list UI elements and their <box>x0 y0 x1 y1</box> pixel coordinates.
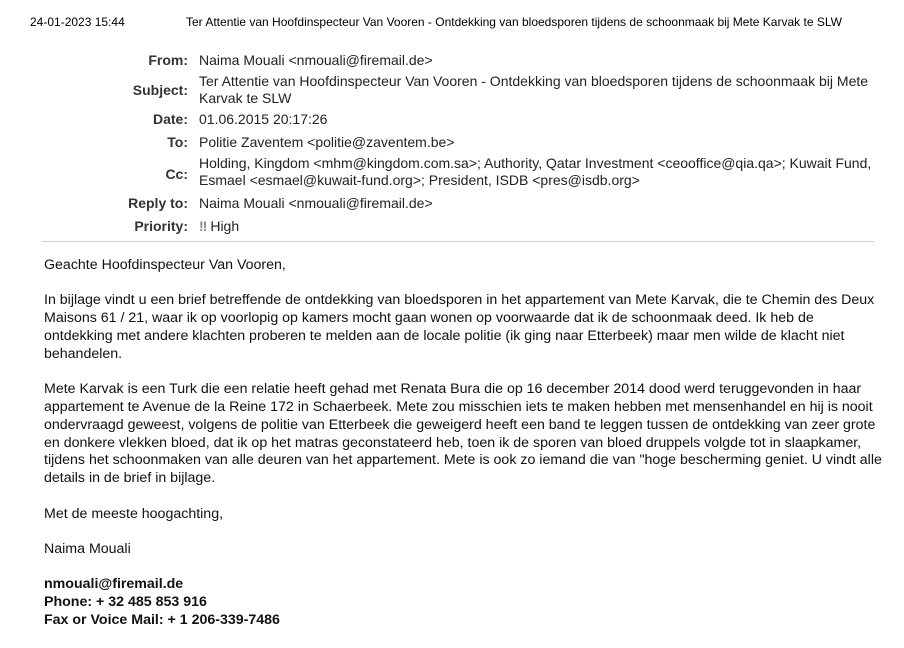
body-paragraph-1: In bijlage vindt u een brief betreffende de ontdekking van bloedsporen in het appartement van Mete Karvak, die te Chemin des Deux Maisons 61 / 21, waar ik op voorlopig op kamers mocht gaan wonen op voorwaarde dat ik de schoonmaak deed. Ik heb de ontdekking met andere klachten proberen te melden aan de locale politie (ik ging naar Etterbeek) maar men wilde de klacht niet behandelen. <box>44 292 875 362</box>
date-value: 01.06.2015 20:17:26 <box>199 111 328 127</box>
header-row-date <box>40 109 874 131</box>
email-body <box>44 257 884 630</box>
signature-fax: Fax or Voice Mail: + 1 206-339-7486 <box>44 611 280 628</box>
greeting: Geachte Hoofdinspecteur Van Vooren, <box>44 257 286 273</box>
header-row-from <box>40 49 874 71</box>
date-label: Date: <box>152 111 188 127</box>
header-row-to <box>40 131 874 153</box>
header-divider <box>42 241 874 242</box>
to-label: To: <box>167 134 188 150</box>
subject-label: Subject: <box>132 82 188 98</box>
to-value[interactable]: Politie Zaventem <politie@zaventem.be> <box>199 134 455 150</box>
body-paragraph-2: Mete Karvak is een Turk die een relatie heeft gehad met Renata Bura die op 16 december 2014 dood werd teruggevonden in haar appartement te Avenue de la Reine 172 in Schaerbeek. Mete zou misschien iets te maken hebben met mensenhandel en hij is nooit ondervraagd geweest, volgens de politie van Etterbeek die geweigerd heeft een band te leggen tussen de ontdekking van zeer grote en donkere vlekken bloed, dat ik op het matras geconstateerd heb, toen ik de sporen van bloed druppels volgde tot in slaapkamer, tijdens het schoonmaken van alle deuren van het appartement. Mete is ook zo iemand die van "hoge bescherming geniet. U vindt alle details in de brief in bijlage. <box>44 381 882 487</box>
signature-phone: Phone: + 32 485 853 916 <box>44 594 207 611</box>
print-header <box>30 15 884 33</box>
priority-value-wrap <box>199 214 874 235</box>
reply-to-value[interactable]: Naima Mouali <nmouali@firemail.de> <box>199 195 433 211</box>
cc-label: Cc: <box>165 166 188 182</box>
priority-label: Priority: <box>134 218 188 234</box>
priority-value: High <box>210 218 240 234</box>
subject-value: Ter Attentie van Hoofdinspecteur Van Vooren - Ontdekking van bloedsporen tijdens de schoonmaak bij Mete Karvak te SLW <box>199 73 869 106</box>
sender-name: Naima Mouali <box>44 540 131 557</box>
from-label: From: <box>148 52 188 68</box>
cc-value[interactable]: Holding, Kingdom <mhm@kingdom.com.sa>; Authority, Qatar Investment <ceooffice@qia.qa>; Kuwait Fund, Esmael <esmael@kuwait-fund.org>; President, ISDB <pres@isdb.org> <box>199 155 872 188</box>
closing: Met de meeste hoogachting, <box>44 505 224 522</box>
exclamation-icon: !! <box>199 218 207 234</box>
print-timestamp: 24-01-2023 15:44 <box>30 15 125 29</box>
print-title: Ter Attentie van Hoofdinspecteur Van Vooren - Ontdekking van bloedsporen tijdens de schoonmaak bij Mete Karvak te SLW <box>186 15 842 29</box>
header-row-cc <box>40 153 874 192</box>
email-headers <box>40 49 874 236</box>
from-value[interactable]: Naima Mouali <nmouali@firemail.de> <box>199 52 433 68</box>
header-row-priority <box>40 214 874 236</box>
header-row-subject <box>40 71 874 109</box>
signature-email[interactable]: nmouali@firemail.de <box>44 576 184 593</box>
header-row-reply-to <box>40 192 874 214</box>
reply-to-label: Reply to: <box>128 195 188 211</box>
